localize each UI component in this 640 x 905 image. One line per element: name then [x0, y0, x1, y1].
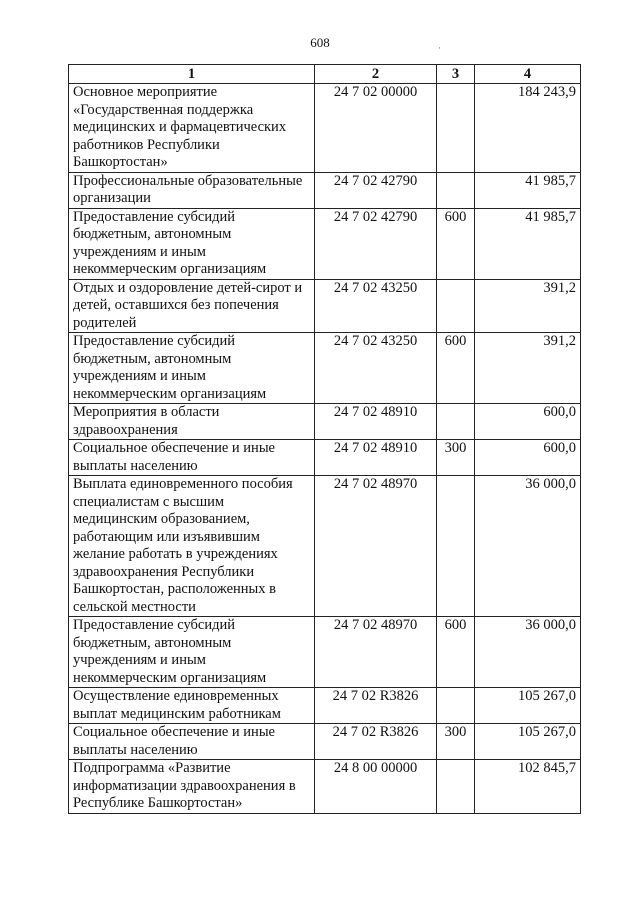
- row-type: [437, 404, 475, 440]
- table-row: [69, 84, 581, 173]
- row-code: 24 7 02 00000: [315, 84, 437, 173]
- table-row: [69, 688, 581, 724]
- row-name: Осуществление единовременных выплат медицинским работникам: [69, 688, 315, 724]
- row-amount: 391,2: [475, 279, 581, 333]
- header-col-1: 1: [69, 65, 315, 84]
- row-name: Основное мероприятие «Государственная поддержка медицинских и фармацевтических работников Республики Башкортостан»: [69, 84, 315, 173]
- row-code: 24 7 02 48970: [315, 476, 437, 617]
- row-amount: 600,0: [475, 440, 581, 476]
- row-amount: 105 267,0: [475, 688, 581, 724]
- row-code: 24 7 02 48910: [315, 440, 437, 476]
- header-col-3: 3: [437, 65, 475, 84]
- table-header: [69, 65, 581, 84]
- row-amount: 184 243,9: [475, 84, 581, 173]
- row-name: Выплата единовременного пособия специалистам с высшим медицинским образованием, работающим или изъявившим желание работать в учреждениях здравоохранения Республики Башкортостан, расположенных в сельской местности: [69, 476, 315, 617]
- row-code: 24 7 02 R3826: [315, 688, 437, 724]
- row-amount: 36 000,0: [475, 617, 581, 688]
- row-amount: 102 845,7: [475, 760, 581, 814]
- row-code: 24 7 02 R3826: [315, 724, 437, 760]
- row-type: [437, 688, 475, 724]
- row-name: Социальное обеспечение и иные выплаты населению: [69, 724, 315, 760]
- row-type: [437, 476, 475, 617]
- table-body: [69, 84, 581, 814]
- row-type: 600: [437, 617, 475, 688]
- row-amount: 105 267,0: [475, 724, 581, 760]
- row-code: 24 7 02 43250: [315, 279, 437, 333]
- header-col-4: 4: [475, 65, 581, 84]
- row-amount: 36 000,0: [475, 476, 581, 617]
- table-row: [69, 172, 581, 208]
- row-amount: 41 985,7: [475, 208, 581, 279]
- row-name: Предоставление субсидий бюджетным, автономным учреждениям и иным некоммерческим организациям: [69, 333, 315, 404]
- row-code: 24 7 02 42790: [315, 208, 437, 279]
- row-name: Предоставление субсидий бюджетным, автономным учреждениям и иным некоммерческим организациям: [69, 617, 315, 688]
- row-type: 300: [437, 724, 475, 760]
- table-row: [69, 404, 581, 440]
- row-type: [437, 279, 475, 333]
- page-number: 608: [310, 35, 330, 50]
- row-code: 24 8 00 00000: [315, 760, 437, 814]
- row-amount: 41 985,7: [475, 172, 581, 208]
- row-type: [437, 760, 475, 814]
- budget-table: [68, 64, 581, 814]
- row-name: Социальное обеспечение и иные выплаты населению: [69, 440, 315, 476]
- row-name: Подпрограмма «Развитие информатизации здравоохранения в Республике Башкортостан»: [69, 760, 315, 814]
- header-row: [69, 65, 581, 84]
- row-type: [437, 84, 475, 173]
- row-type: 300: [437, 440, 475, 476]
- table-row: [69, 333, 581, 404]
- row-name: Профессиональные образовательные организации: [69, 172, 315, 208]
- row-type: 600: [437, 333, 475, 404]
- row-code: 24 7 02 48970: [315, 617, 437, 688]
- row-code: 24 7 02 48910: [315, 404, 437, 440]
- row-type: 600: [437, 208, 475, 279]
- row-amount: 391,2: [475, 333, 581, 404]
- row-code: 24 7 02 42790: [315, 172, 437, 208]
- table-row: [69, 476, 581, 617]
- row-type: [437, 172, 475, 208]
- header-col-2: 2: [315, 65, 437, 84]
- row-name: Отдых и оздоровление детей-сирот и детей, оставшихся без попечения родителей: [69, 279, 315, 333]
- table-row: [69, 279, 581, 333]
- table-row: [69, 617, 581, 688]
- table-row: [69, 760, 581, 814]
- table-row: [69, 440, 581, 476]
- table-row: [69, 724, 581, 760]
- row-code: 24 7 02 43250: [315, 333, 437, 404]
- row-name: Предоставление субсидий бюджетным, автономным учреждениям и иным некоммерческим организациям: [69, 208, 315, 279]
- scan-mark: ·: [438, 43, 441, 53]
- row-amount: 600,0: [475, 404, 581, 440]
- row-name: Мероприятия в области здравоохранения: [69, 404, 315, 440]
- table-row: [69, 208, 581, 279]
